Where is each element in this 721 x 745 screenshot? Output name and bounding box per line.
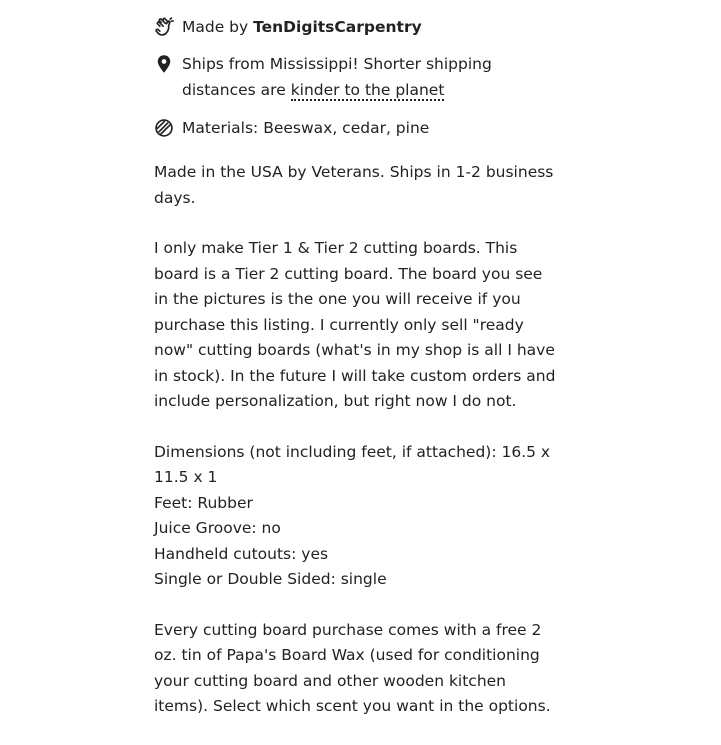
- spec-feet: Feet: Rubber: [154, 493, 253, 512]
- maker-label: Made by: [182, 18, 254, 36]
- description-intro: Made in the USA by Veterans. Ships in 1-2 business days.: [154, 163, 554, 207]
- location-pin-icon: [154, 51, 182, 77]
- waving-hand-icon: [154, 14, 182, 40]
- shop-name-link[interactable]: TenDigitsCarpentry: [253, 18, 422, 36]
- spec-sided: Single or Double Sided: single: [154, 570, 387, 588]
- spec-handheld-cutouts: Handheld cutouts: yes: [154, 544, 329, 563]
- specs-list: [154, 440, 559, 593]
- materials-highlight: [154, 115, 559, 141]
- materials-icon: [154, 115, 182, 141]
- item-description: [154, 160, 559, 720]
- maker-highlight: [154, 14, 559, 40]
- kinder-to-planet-link[interactable]: kinder to the planet: [290, 81, 445, 99]
- materials-text: Materials: Beeswax, cedar, pine: [182, 119, 430, 137]
- spec-dimensions: Dimensions (not including feet, if attached): 16.5 x 11.5 x 1: [154, 442, 551, 486]
- spec-juice-groove: Juice Groove: no: [154, 519, 281, 537]
- ships-from-highlight: [154, 51, 559, 103]
- description-about: I only make Tier 1 & Tier 2 cutting boards. This board is a Tier 2 cutting board. The board you see in the pictures is the one you will receive if you purchase this listing. I currently only sell "ready now" cutting boards (what's in my shop is all I have in stock). In the future I will take custom orders and include personalization, but right now I do not.: [154, 239, 556, 410]
- ships-from-text: Ships from Mississippi! Shorter shipping distances are: [182, 55, 492, 99]
- description-wax: Every cutting board purchase comes with a free 2 oz. tin of Papa's Board Wax (used for conditioning your cutting board and other wooden kitchen items). Select which scent you want in the options.: [154, 620, 551, 715]
- item-details: [154, 14, 559, 745]
